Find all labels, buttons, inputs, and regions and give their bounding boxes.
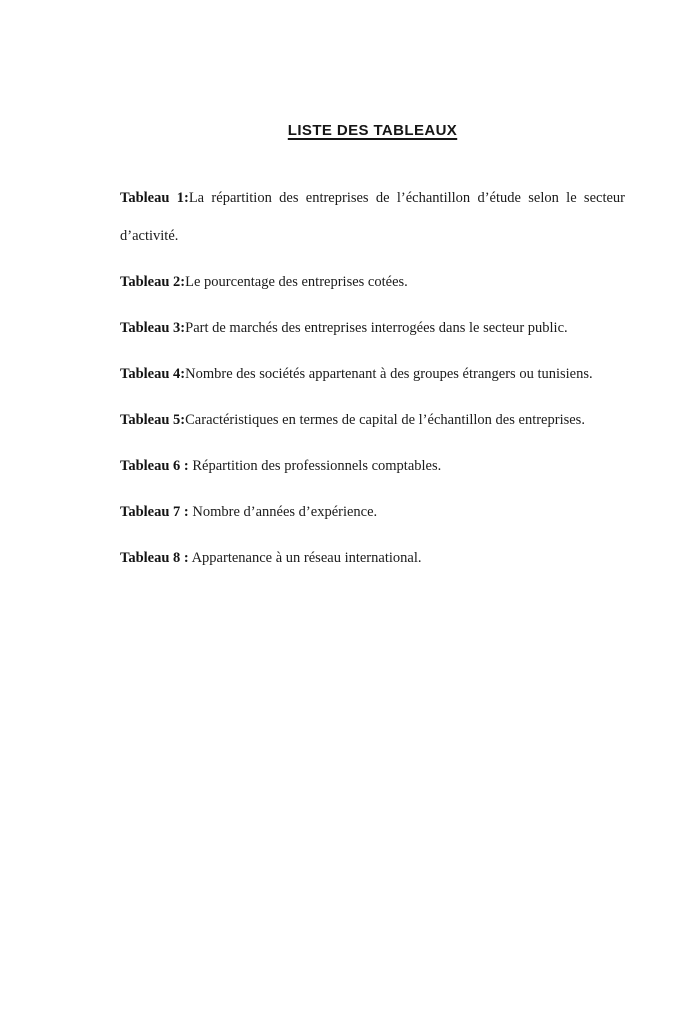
entry-label: Tableau 2: <box>120 274 186 290</box>
entry-text: Part de marchés des entreprises interrogées dans le secteur public. <box>185 320 568 336</box>
entry-text: Caractéristiques en termes de capital de l’échantillon des entreprises. <box>185 412 585 428</box>
entry-text: Le pourcentage des entreprises cotées. <box>185 274 408 290</box>
table-list-entry <box>120 263 625 301</box>
entry-text: Nombre d’années d’expérience. <box>188 504 378 520</box>
table-list-entry <box>120 539 625 577</box>
table-list-entry <box>120 179 625 255</box>
table-list-entry <box>120 401 625 439</box>
entry-text: La répartition des entreprises de l’échantillon d’étude selon le secteur d’activité. <box>120 190 625 244</box>
entry-label: Tableau 5: <box>120 412 186 428</box>
entry-label: Tableau 3: <box>120 320 186 336</box>
entry-label: Tableau 8 : <box>120 550 189 566</box>
page-title-text: LISTE DES TABLEAUX <box>287 122 458 139</box>
table-list-entry <box>120 355 625 393</box>
entry-label: Tableau 6 : <box>120 458 189 474</box>
page-title <box>120 112 625 150</box>
table-list <box>120 179 625 577</box>
entry-text: Appartenance à un réseau international. <box>188 550 422 566</box>
table-list-entry <box>120 493 625 531</box>
entry-text: Répartition des professionnels comptables. <box>188 458 442 474</box>
entry-label: Tableau 7 : <box>120 504 189 520</box>
entry-text: Nombre des sociétés appartenant à des groupes étrangers ou tunisiens. <box>185 366 593 382</box>
entry-label: Tableau 1: <box>120 190 189 206</box>
table-list-entry <box>120 309 625 347</box>
entry-label: Tableau 4: <box>120 366 186 382</box>
table-list-entry <box>120 447 625 485</box>
